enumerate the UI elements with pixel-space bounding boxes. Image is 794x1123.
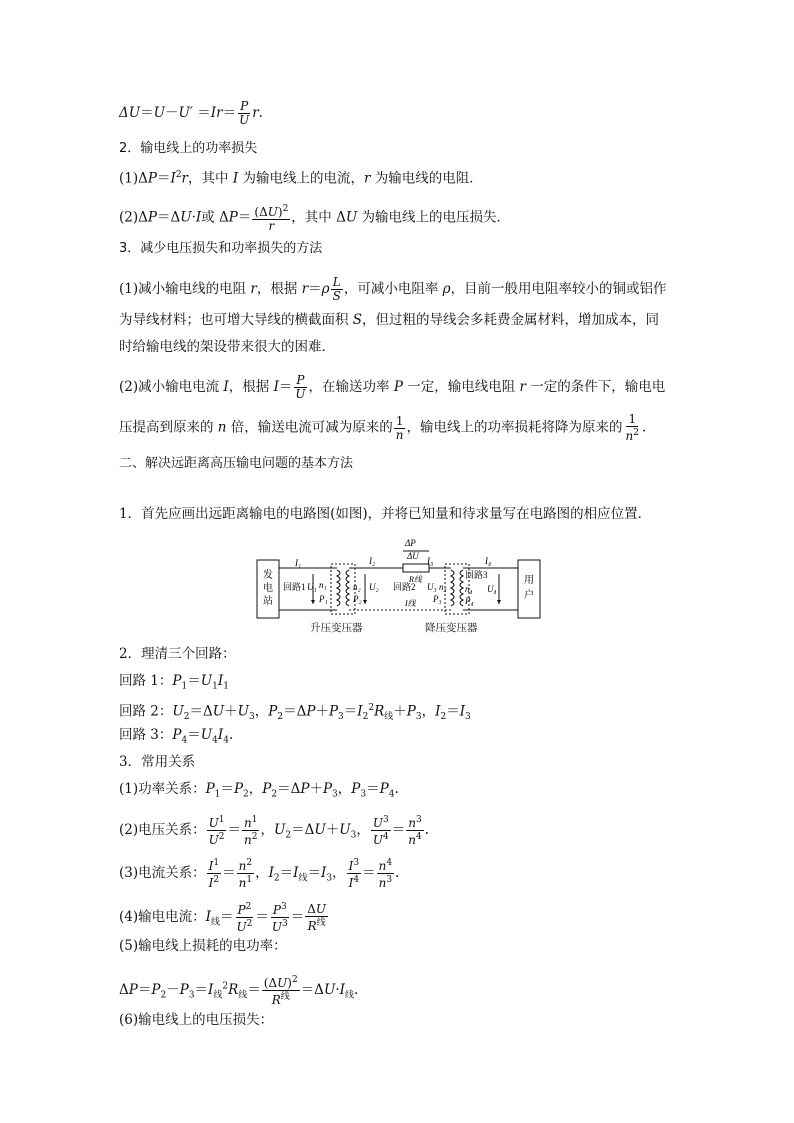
step-down-caption: 降压变压器 [425, 622, 478, 634]
transmission-current: (4)输电电流：$I_线=$ $\frac{P^2}{U^2}$ ＝ $\frac{P^3}{U^3}$ ＝ $\frac{\Delta U}{R^线}$ [119, 901, 326, 934]
svg-text:户: 户 [524, 590, 534, 601]
heading-reduce-loss: 3．减少电压损失和功率损失的方法 [119, 241, 323, 256]
svg-text:U₂: U₂ [369, 582, 379, 592]
svg-text:站: 站 [263, 596, 273, 607]
svg-text:I₂: I₂ [369, 556, 376, 566]
svg-text:P₃: P₃ [433, 594, 442, 604]
svg-text:U₃: U₃ [427, 582, 437, 592]
power-loss-item-1: $(1)\Delta P=I^2r$，其中 I 为输电线上的电流，r 为输电线的电阻． [119, 170, 483, 187]
svg-text:n₁: n₁ [319, 580, 327, 590]
line-power-loss-formula: $\Delta P=P_2-P_3=I_线^2R_线=$ $\frac{(\Delta U)^2}{R^线}$ $=\Delta U\cdot I_线$. [119, 975, 359, 1007]
transmission-circuit-diagram [255, 538, 545, 638]
method-1-line-c: 时给输电线的架设带来很大的困难． [119, 339, 335, 355]
loop-3-label: 回路3 [465, 570, 488, 580]
svg-text:ΔU: ΔU [407, 551, 419, 561]
svg-text:P₁: P₁ [319, 594, 328, 604]
method-2-line-a: (2)减小输电电流 I，根据 I＝ $\frac{P}{U}$ ，在输送功率 P 一定，输电线电阻 r 一定的条件下，输电电 [119, 373, 666, 401]
current-relation: (3)电流关系： $\frac{I^1}{I^2}$ ＝ $\frac{n^2}{n^1}$ ，$I_2=I_线=I_3$， $\frac{I^3}{I^4}$ ＝ $\frac{n^4}{n^3}$ . [119, 858, 400, 890]
step-3-heading: 3．常用关系 [119, 754, 196, 770]
svg-text:P₂: P₂ [353, 594, 362, 604]
svg-text:R线: R线 [409, 575, 422, 584]
voltage-relation: (2)电压关系： $\frac{U^1}{U^2}$ ＝ $\frac{n^1}{n^2}$ ，$U_2=\Delta U+U_3$， $\frac{U^3}{U^4}$ ＝ $\frac{n^3}{n^4}$ . [119, 815, 429, 847]
step-1-text: 1．首先应画出远距离输电的电路图(如图)，并将已知量和待求量写在电路图的相应位置． [119, 506, 652, 522]
heading-power-loss: 2．输电线上的功率损失 [119, 141, 258, 156]
loop-1-equation: 回路 1：$P_1=U_1I_1$ [119, 673, 229, 692]
power-loss-item-2: (2)ΔP＝ΔU·I或 ΔP＝ $\frac{(\Delta U)^2}{r}$ ，其中 ΔU 为输电线上的电压损失． [119, 204, 511, 233]
step-2-text: 2．理清三个回路： [119, 646, 236, 662]
loop-1-label: 回路1 [283, 582, 306, 592]
svg-text:U₁: U₁ [307, 582, 317, 592]
loop-2-equation: 回路 2：$U_2=\Delta U+U_3$，$P_2=\Delta P+P_3=I_2^2R_线+P_3$，$I_2=I_3$ [119, 703, 471, 723]
section-basic-methods: 二、解决远距离高压输电问题的基本方法 [119, 456, 354, 471]
svg-text:ΔP: ΔP [405, 538, 416, 548]
svg-text:I线: I线 [405, 599, 416, 608]
svg-text:n₄: n₄ [465, 584, 473, 594]
step-up-caption: 升压变压器 [310, 622, 363, 634]
user-label: 用 [524, 575, 534, 586]
svg-text:U₄: U₄ [487, 584, 497, 594]
method-1-line-b: 为导线材料；也可增大导线的横截面积 S，但过粗的导线会多耗费金属材料，增加成本，同 [119, 312, 660, 328]
svg-text:I₁: I₁ [295, 558, 302, 568]
svg-text:n₃: n₃ [439, 582, 447, 592]
line-power-loss-heading: (5)输电线上损耗的电功率： [119, 938, 287, 954]
line-voltage-loss-heading: (6)输电线上的电压损失： [119, 1012, 274, 1028]
svg-text:电: 电 [263, 583, 273, 594]
svg-text:I₄: I₄ [485, 556, 492, 566]
loop-2-label: 回路2 [393, 582, 416, 592]
svg-text:I₃: I₃ [427, 556, 434, 566]
loop-3-equation: 回路 3：$P_4=U_4I_4$. [119, 727, 234, 746]
method-1-line-a: (1)减小输电线的电阻 r，根据 r＝ρ $\frac{L}{S}$ ，可减小电阻率 ρ，目前一般用电阻率较小的铜或铝作 [119, 275, 667, 303]
voltage-loss-formula: ΔU＝U－U′ ＝Ir＝ $\frac{P}{U}$ r. [119, 99, 263, 127]
power-station-label: 发 [263, 570, 273, 581]
power-relation: (1)功率关系：$P_1=P_2$，$P_2=\Delta P+P_3$，$P_3=P_4$. [119, 781, 399, 800]
svg-text:n₂: n₂ [353, 582, 361, 592]
method-2-line-b: 压提高到原来的 n 倍，输送电流可减为原来的 $\frac{1}{n}$ ，输电线上的功率损耗将降为原来的 $\frac{1}{n^2}$ . [119, 412, 647, 443]
svg-text:P₄: P₄ [465, 596, 474, 606]
